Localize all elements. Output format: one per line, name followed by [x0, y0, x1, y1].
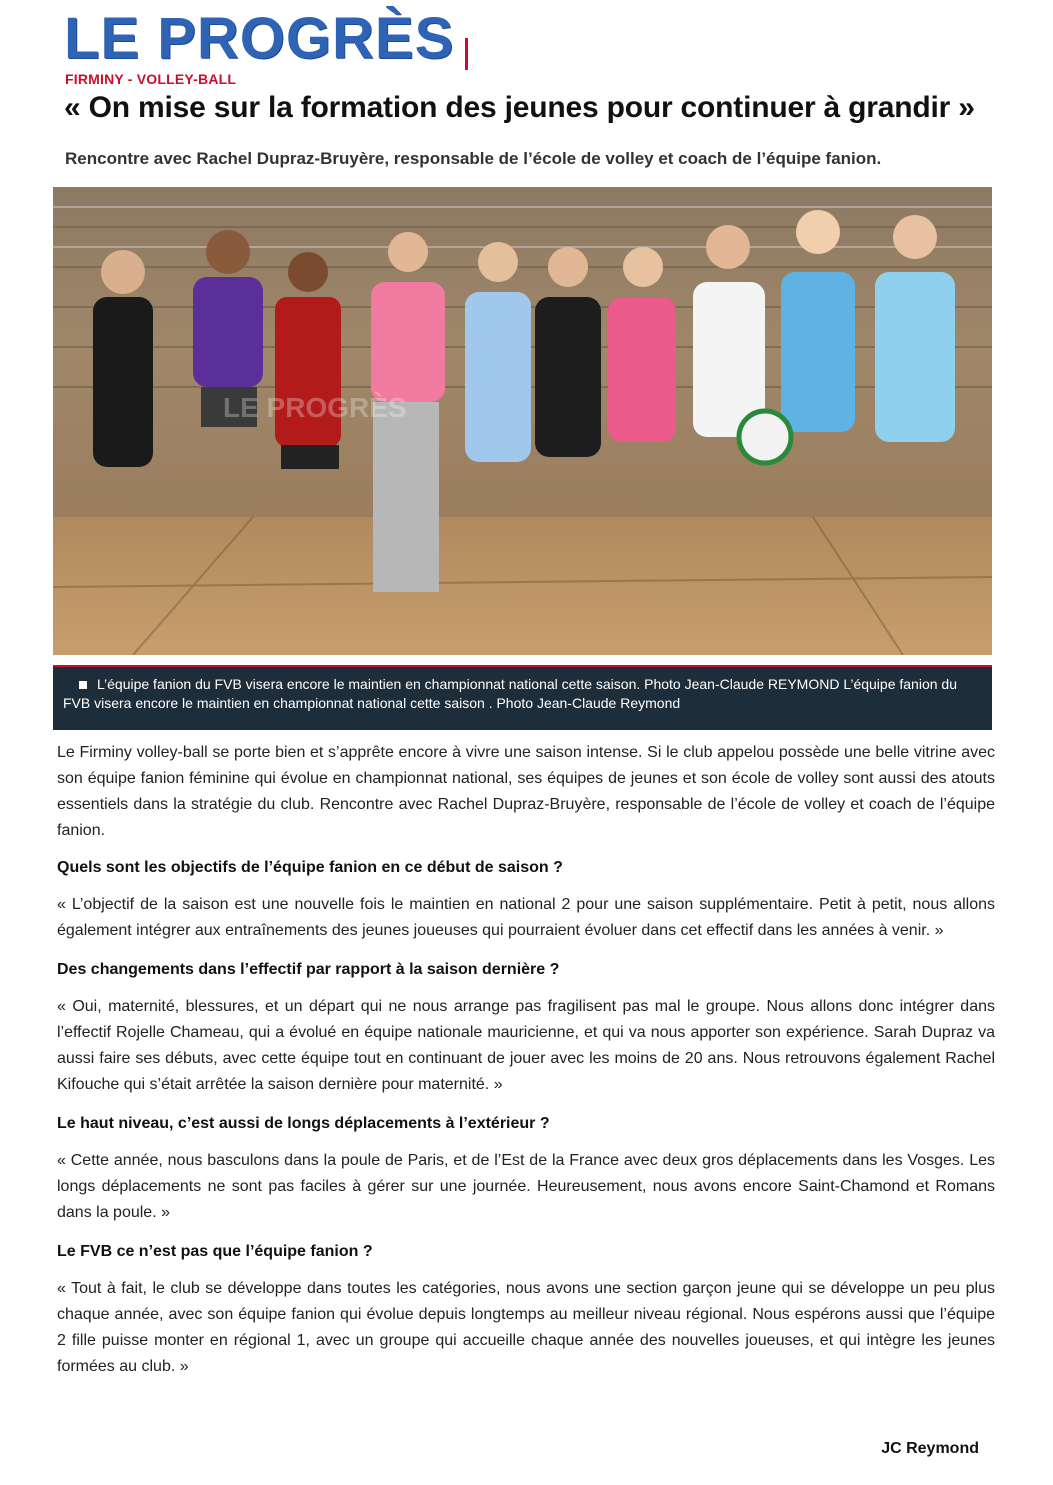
- article-headline: « On mise sur la formation des jeunes pour continuer à grandir »: [64, 91, 975, 124]
- masthead-logo[interactable]: [64, 8, 464, 70]
- question-4: Le FVB ce n’est pas que l’équipe fanion ?: [57, 1243, 373, 1260]
- section-kicker[interactable]: FIRMINY - VOLLEY-BALL: [65, 71, 237, 87]
- logo-accent-bar: [465, 38, 468, 70]
- article-body: [57, 740, 995, 1380]
- photo-figure: [53, 187, 992, 730]
- caption-bullet-icon: [79, 681, 87, 689]
- answer-4: « Tout à fait, le club se développe dans toutes les catégories, nous avons une section garçon jeune qui se développe un peu plus chaque année, avec son équipe fanion qui évolue depuis longtemps au meilleur niveau régional. Nous espérons aussi que l’équipe 2 fille puisse monter en régional 1, avec un groupe qui accueille chaque année des nouvelles joueuses, et qui intègre les jeunes formées au club. »: [57, 1280, 995, 1375]
- team-photo-image[interactable]: [53, 187, 992, 655]
- article-standfirst: Rencontre avec Rachel Dupraz-Bruyère, responsable de l’école de volley et coach de l’équipe fanion.: [65, 149, 882, 168]
- team-photo-illustration: [53, 187, 992, 655]
- caption-text: L’équipe fanion du FVB visera encore le maintien en championnat national cette saison. Photo Jean-Claude REYMOND L’équipe fanion du FVB visera encore le maintien en championnat national cette saison . Photo Jean-Claude Reymond: [63, 676, 957, 711]
- question-2: Des changements dans l’effectif par rapport à la saison dernière ?: [57, 961, 560, 978]
- answer-2: « Oui, maternité, blessures, et un départ qui ne nous arrange pas fragilisent pas mal le groupe. Nous allons donc intégrer dans l’effectif Rojelle Chameau, qui a évolué en équipe nationale mauricienne, et qui va nous apporter son expérience. Sarah Dupraz va aussi faire ses débuts, avec cette équipe tout en continuant de jouer avec les moins de 20 ans. Nous retrouvons également Rachel Kifouche qui s’était arrêtée la saison dernière pour maternité. »: [57, 998, 995, 1093]
- answer-3: « Cette année, nous basculons dans la poule de Paris, et de l’Est de la France avec deux gros déplacements dans les Vosges. Les longs déplacements ne sont pas faciles à gérer sur une journée. Heureusement, nous avons encore Saint-Chamond et Romans dans la poule. »: [57, 1152, 995, 1221]
- author-signature: JC Reymond: [881, 1440, 979, 1457]
- photo-watermark: LE PROGRÈS: [223, 392, 407, 423]
- logo-text: LE PROGRÈS: [64, 6, 455, 71]
- answer-1: « L’objectif de la saison est une nouvelle fois le maintien en national 2 pour une saison supplémentaire. Petit à petit, nous allons également intégrer aux entraînements des jeunes joueuses qui pourraient évoluer dans cet effectif dans les années à venir. »: [57, 896, 995, 939]
- photo-caption: [53, 667, 992, 730]
- question-1: Quels sont les objectifs de l’équipe fanion en ce début de saison ?: [57, 859, 563, 876]
- question-3: Le haut niveau, c’est aussi de longs déplacements à l’extérieur ?: [57, 1115, 550, 1132]
- intro-paragraph: Le Firminy volley-ball se porte bien et s’apprête encore à vivre une saison intense. Si le club appelou possède une belle vitrine avec son équipe fanion féminine qui évolue en championnat national, ses équipes de jeunes et son école de volley sont aussi des atouts essentiels dans la stratégie du club. Rencontre avec Rachel Dupraz-Bruyère, responsable de l’école de volley et coach de l’équipe fanion.: [57, 744, 995, 839]
